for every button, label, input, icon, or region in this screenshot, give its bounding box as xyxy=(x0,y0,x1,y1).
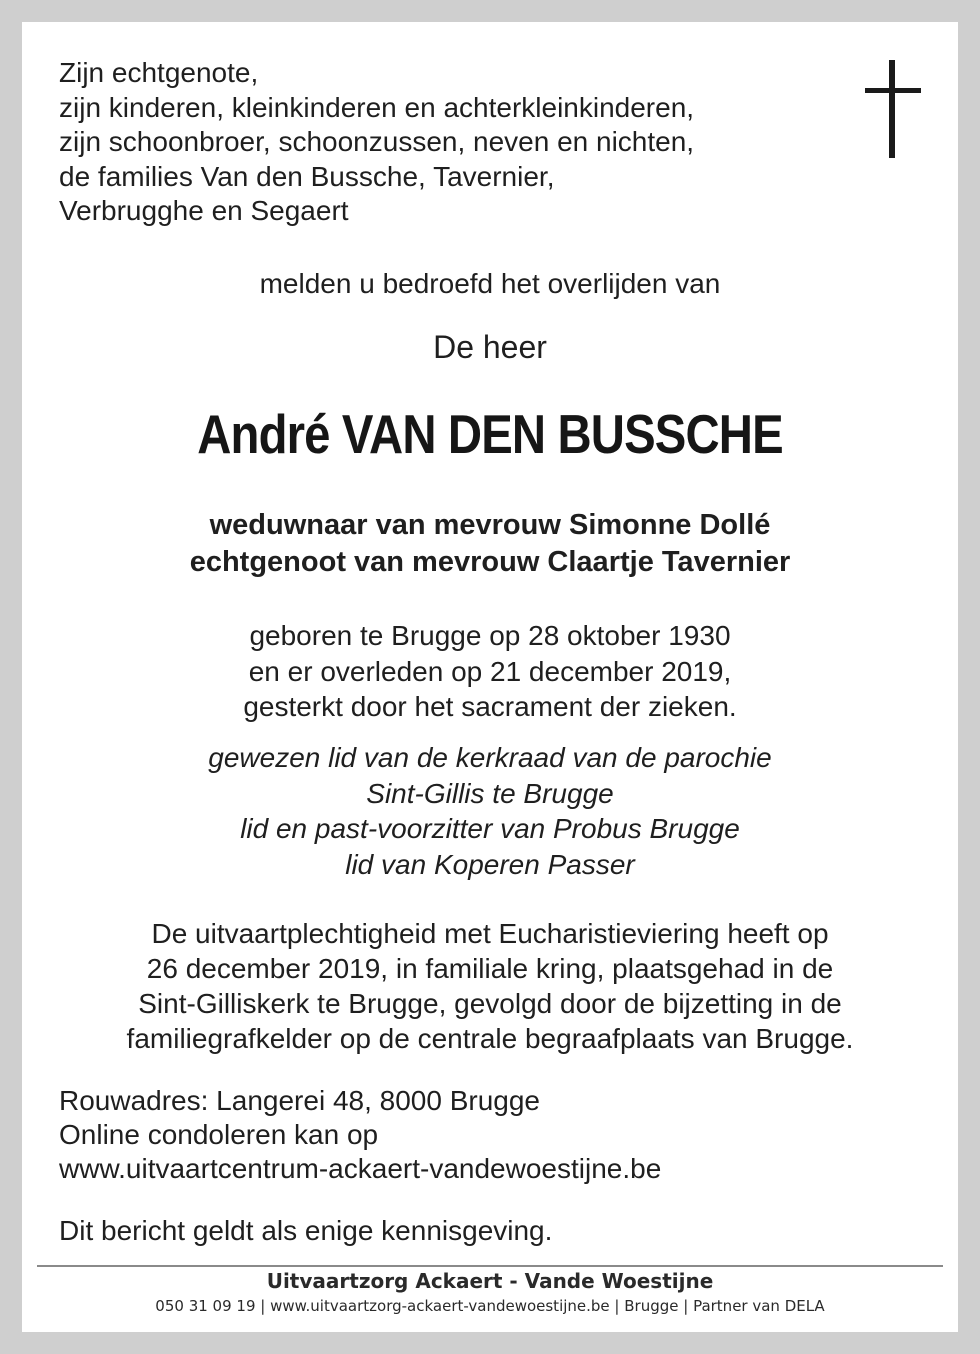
life-line: geboren te Brugge op 28 oktober 1930 xyxy=(249,620,731,651)
notice-text: Dit bericht geldt als enige kennisgeving. xyxy=(59,1215,553,1246)
family-line: de families Van den Bussche, Tavernier, xyxy=(59,160,555,192)
announcement-intro: melden u bedroefd het overlijden van xyxy=(259,268,721,299)
family-line: Zijn echtgenote, xyxy=(59,57,259,88)
cross-icon xyxy=(865,60,921,158)
spouse-line: echtgenoot van mevrouw Claartje Tavernier xyxy=(189,546,791,578)
funeral-line: 26 december 2019, in familiale kring, plaatsgehad in de xyxy=(146,953,834,984)
mourning-address xyxy=(59,1084,661,1186)
life-line: en er overleden op 21 december 2019, xyxy=(248,655,732,687)
family-line: Verbrugghe en Segaert xyxy=(59,195,349,226)
funeral-home-contact: 050 31 09 19 | www.uitvaartzorg-ackaert-vandewoestijne.be | Brugge | Partner van DELA xyxy=(155,1297,825,1315)
address-line: Rouwadres: Langerei 48, 8000 Brugge xyxy=(59,1085,541,1116)
deceased-name: André VAN DEN BUSSCHE xyxy=(197,403,783,465)
family-line: zijn kinderen, kleinkinderen en achterkleinkinderen, xyxy=(59,91,695,123)
condolence-link[interactable]: www.uitvaartcentrum-ackaert-vandewoestijne.be xyxy=(59,1153,662,1184)
spouse-line: weduwnaar van mevrouw Simonne Dollé xyxy=(209,509,771,541)
functions-list xyxy=(22,740,958,882)
funeral-home-name: Uitvaartzorg Ackaert - Vande Woestijne xyxy=(266,1269,714,1293)
family-list xyxy=(59,56,694,229)
family-line: zijn schoonbroer, schoonzussen, neven en nichten, xyxy=(59,126,695,157)
function-line: gewezen lid van de kerkraad van de parochie xyxy=(208,742,772,773)
footer-divider xyxy=(37,1265,943,1267)
funeral-line: De uitvaartplechtigheid met Eucharistieviering heeft op xyxy=(151,918,829,949)
obituary-card xyxy=(22,22,958,1332)
spouse-info xyxy=(22,507,958,581)
funeral-details xyxy=(22,916,958,1056)
address-line: Online condoleren kan op xyxy=(59,1119,379,1150)
function-line: Sint-Gillis te Brugge xyxy=(366,777,614,809)
funeral-line: familiegrafkelder op de centrale begraafplaats van Brugge. xyxy=(126,1023,854,1054)
function-line: lid van Koperen Passer xyxy=(345,848,635,880)
honorific-title: De heer xyxy=(433,329,547,365)
life-line: gesterkt door het sacrament der zieken. xyxy=(243,691,737,722)
funeral-line: Sint-Gilliskerk te Brugge, gevolgd door de bijzetting in de xyxy=(138,988,842,1019)
life-dates xyxy=(22,618,958,725)
function-line: lid en past-voorzitter van Probus Brugge xyxy=(240,813,740,844)
